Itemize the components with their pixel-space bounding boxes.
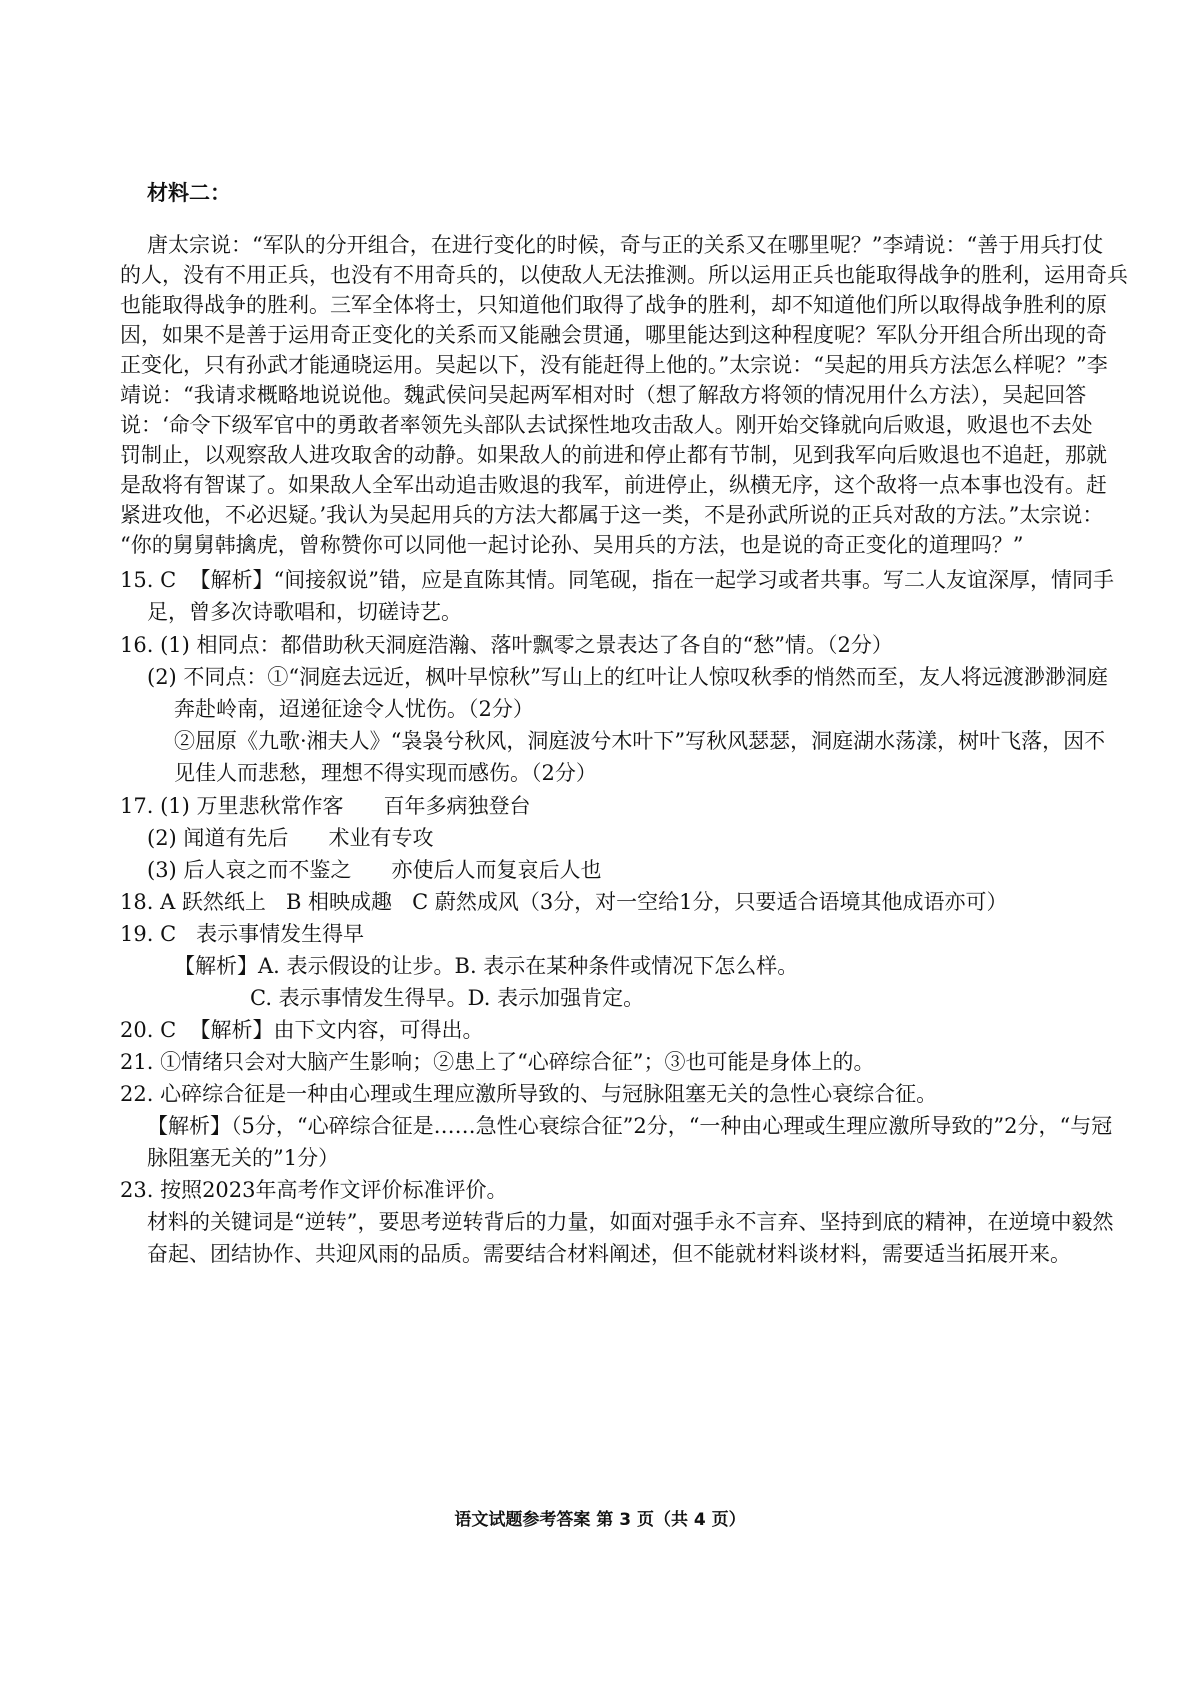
answer-18: 18. A 跃然纸上 B 相映成趣 C 蔚然成风（3分，对一空给1分，只要适合语境其他成语亦可） [120,890,1008,914]
answer-23-cont: 材料的关键词是“逆转”，要思考逆转背后的力量，如面对强手永不言弃、坚持到底的精神，在逆境中毅然 [147,1210,1114,1234]
answer-17-3: (3) 后人哀之而不鉴之 亦使后人而复哀后人也 [147,858,602,882]
material-two-line: 正变化，只有孙武才能通晓运用。吴起以下，没有能赶得上他的。”太宗说：“吴起的用兵方法怎么样呢？”李 [120,353,1108,377]
material-two-line: 靖说：“我请求概略地说说他。魏武侯问吴起两军相对时（想了解敌方将领的情况用什么方法），吴起回答 [120,383,1087,407]
answer-19-note: C. 表示事情发生得早。D. 表示加强肯定。 [250,986,645,1010]
answer-16-2: (2) 不同点：①“洞庭去远近，枫叶早惊秋”写山上的红叶让人惊叹秋季的悄然而至，友人将远渡渺渺洞庭 [147,665,1108,689]
answer-22-note: 脉阻塞无关的”1分） [147,1146,340,1170]
material-two-line: 紧进攻他，不必迟疑。’我认为吴起用兵的方法大都属于这一类，不是孙武所说的正兵对敌的方法。”太宗说： [120,503,1104,527]
answer-23-cont: 奋起、团结协作、共迎风雨的品质。需要结合材料阐述，但不能就材料谈材料，需要适当拓展开来。 [147,1242,1071,1266]
material-two-line: “你的舅舅韩擒虎，曾称赞你可以同他一起讨论孙、吴用兵的方法，也是说的奇正变化的道理吗？” [120,533,1024,557]
material-two-line: 说：‘命令下级军官中的勇敢者率领先头部队去试探性地攻击敌人。刚开始交锋就向后败退，败退也不去处 [120,413,1093,437]
answer-15: 15. C 【解析】“间接叙说”错，应是直陈其情。同笔砚，指在一起学习或者共事。写二人友谊深厚，情同手 [120,568,1114,592]
answer-22: 22. 心碎综合征是一种由心理或生理应激所导致的、与冠脉阻塞无关的急性心衰综合征。 [120,1082,938,1106]
material-two-heading: 材料二： [147,180,231,205]
material-two-line: 唐太宗说：“军队的分开组合，在进行变化的时候，奇与正的关系又在哪里呢？”李靖说：“善于用兵打仗 [147,233,1104,257]
answer-15-cont: 足，曾多次诗歌唱和，切磋诗艺。 [147,600,462,624]
answer-16-2-cont: 见佳人而悲愁，理想不得实现而感伤。（2分） [174,761,597,785]
page-footer: 语文试题参考答案 第 3 页（共 4 页） [454,1510,746,1530]
answer-23: 23. 按照2023年高考作文评价标准评价。 [120,1178,508,1202]
material-two-line: 罚制止，以观察敌人进攻取舍的动静。如果敌人的前进和停止都有节制，见到我军向后败退也不追赶，那就 [120,443,1107,467]
material-two-line: 也能取得战争的胜利。三军全体将士，只知道他们取得了战争的胜利，却不知道他们所以取得战争胜利的原 [120,293,1107,317]
answer-16-2-cont: 奔赴岭南，迢递征途令人忧伤。（2分） [174,697,534,721]
answer-21: 21. ①情绪只会对大脑产生影响；②患上了“心碎综合征”；③也可能是身体上的。 [120,1050,875,1074]
answer-16-2-cont: ②屈原《九歌·湘夫人》“袅袅兮秋风，洞庭波兮木叶下”写秋风瑟瑟，洞庭湖水荡漾，树叶飞落，因不 [174,729,1106,753]
answer-22-note: 【解析】（5分，“心碎综合征是……急性心衰综合征”2分，“一种由心理或生理应激所导致的”2分，“与冠 [147,1114,1113,1138]
material-two-line: 因，如果不是善于运用奇正变化的关系而又能融会贯通，哪里能达到这种程度呢？军队分开组合所出现的奇 [120,323,1107,347]
answer-17-1: 17. (1) 万里悲秋常作客 百年多病独登台 [120,794,531,818]
answer-16-1: 16. (1) 相同点：都借助秋天洞庭浩瀚、落叶飘零之景表达了各自的“愁”情。（2分） [120,633,893,657]
answer-19-note: 【解析】A. 表示假设的让步。B. 表示在某种条件或情况下怎么样。 [174,954,799,978]
material-two-line: 的人，没有不用正兵，也没有不用奇兵的，以使敌人无法推测。所以运用正兵也能取得战争的胜利，运用奇兵 [120,263,1128,287]
material-two-line: 是敌将有智谋了。如果敌人全军出动追击败退的我军，前进停止，纵横无序，这个敌将一点本事也没有。赶 [120,473,1107,497]
answer-20: 20. C 【解析】由下文内容，可得出。 [120,1018,484,1042]
answer-19: 19. C 表示事情发生得早 [120,922,365,946]
answer-17-2: (2) 闻道有先后 术业有专攻 [147,826,434,850]
